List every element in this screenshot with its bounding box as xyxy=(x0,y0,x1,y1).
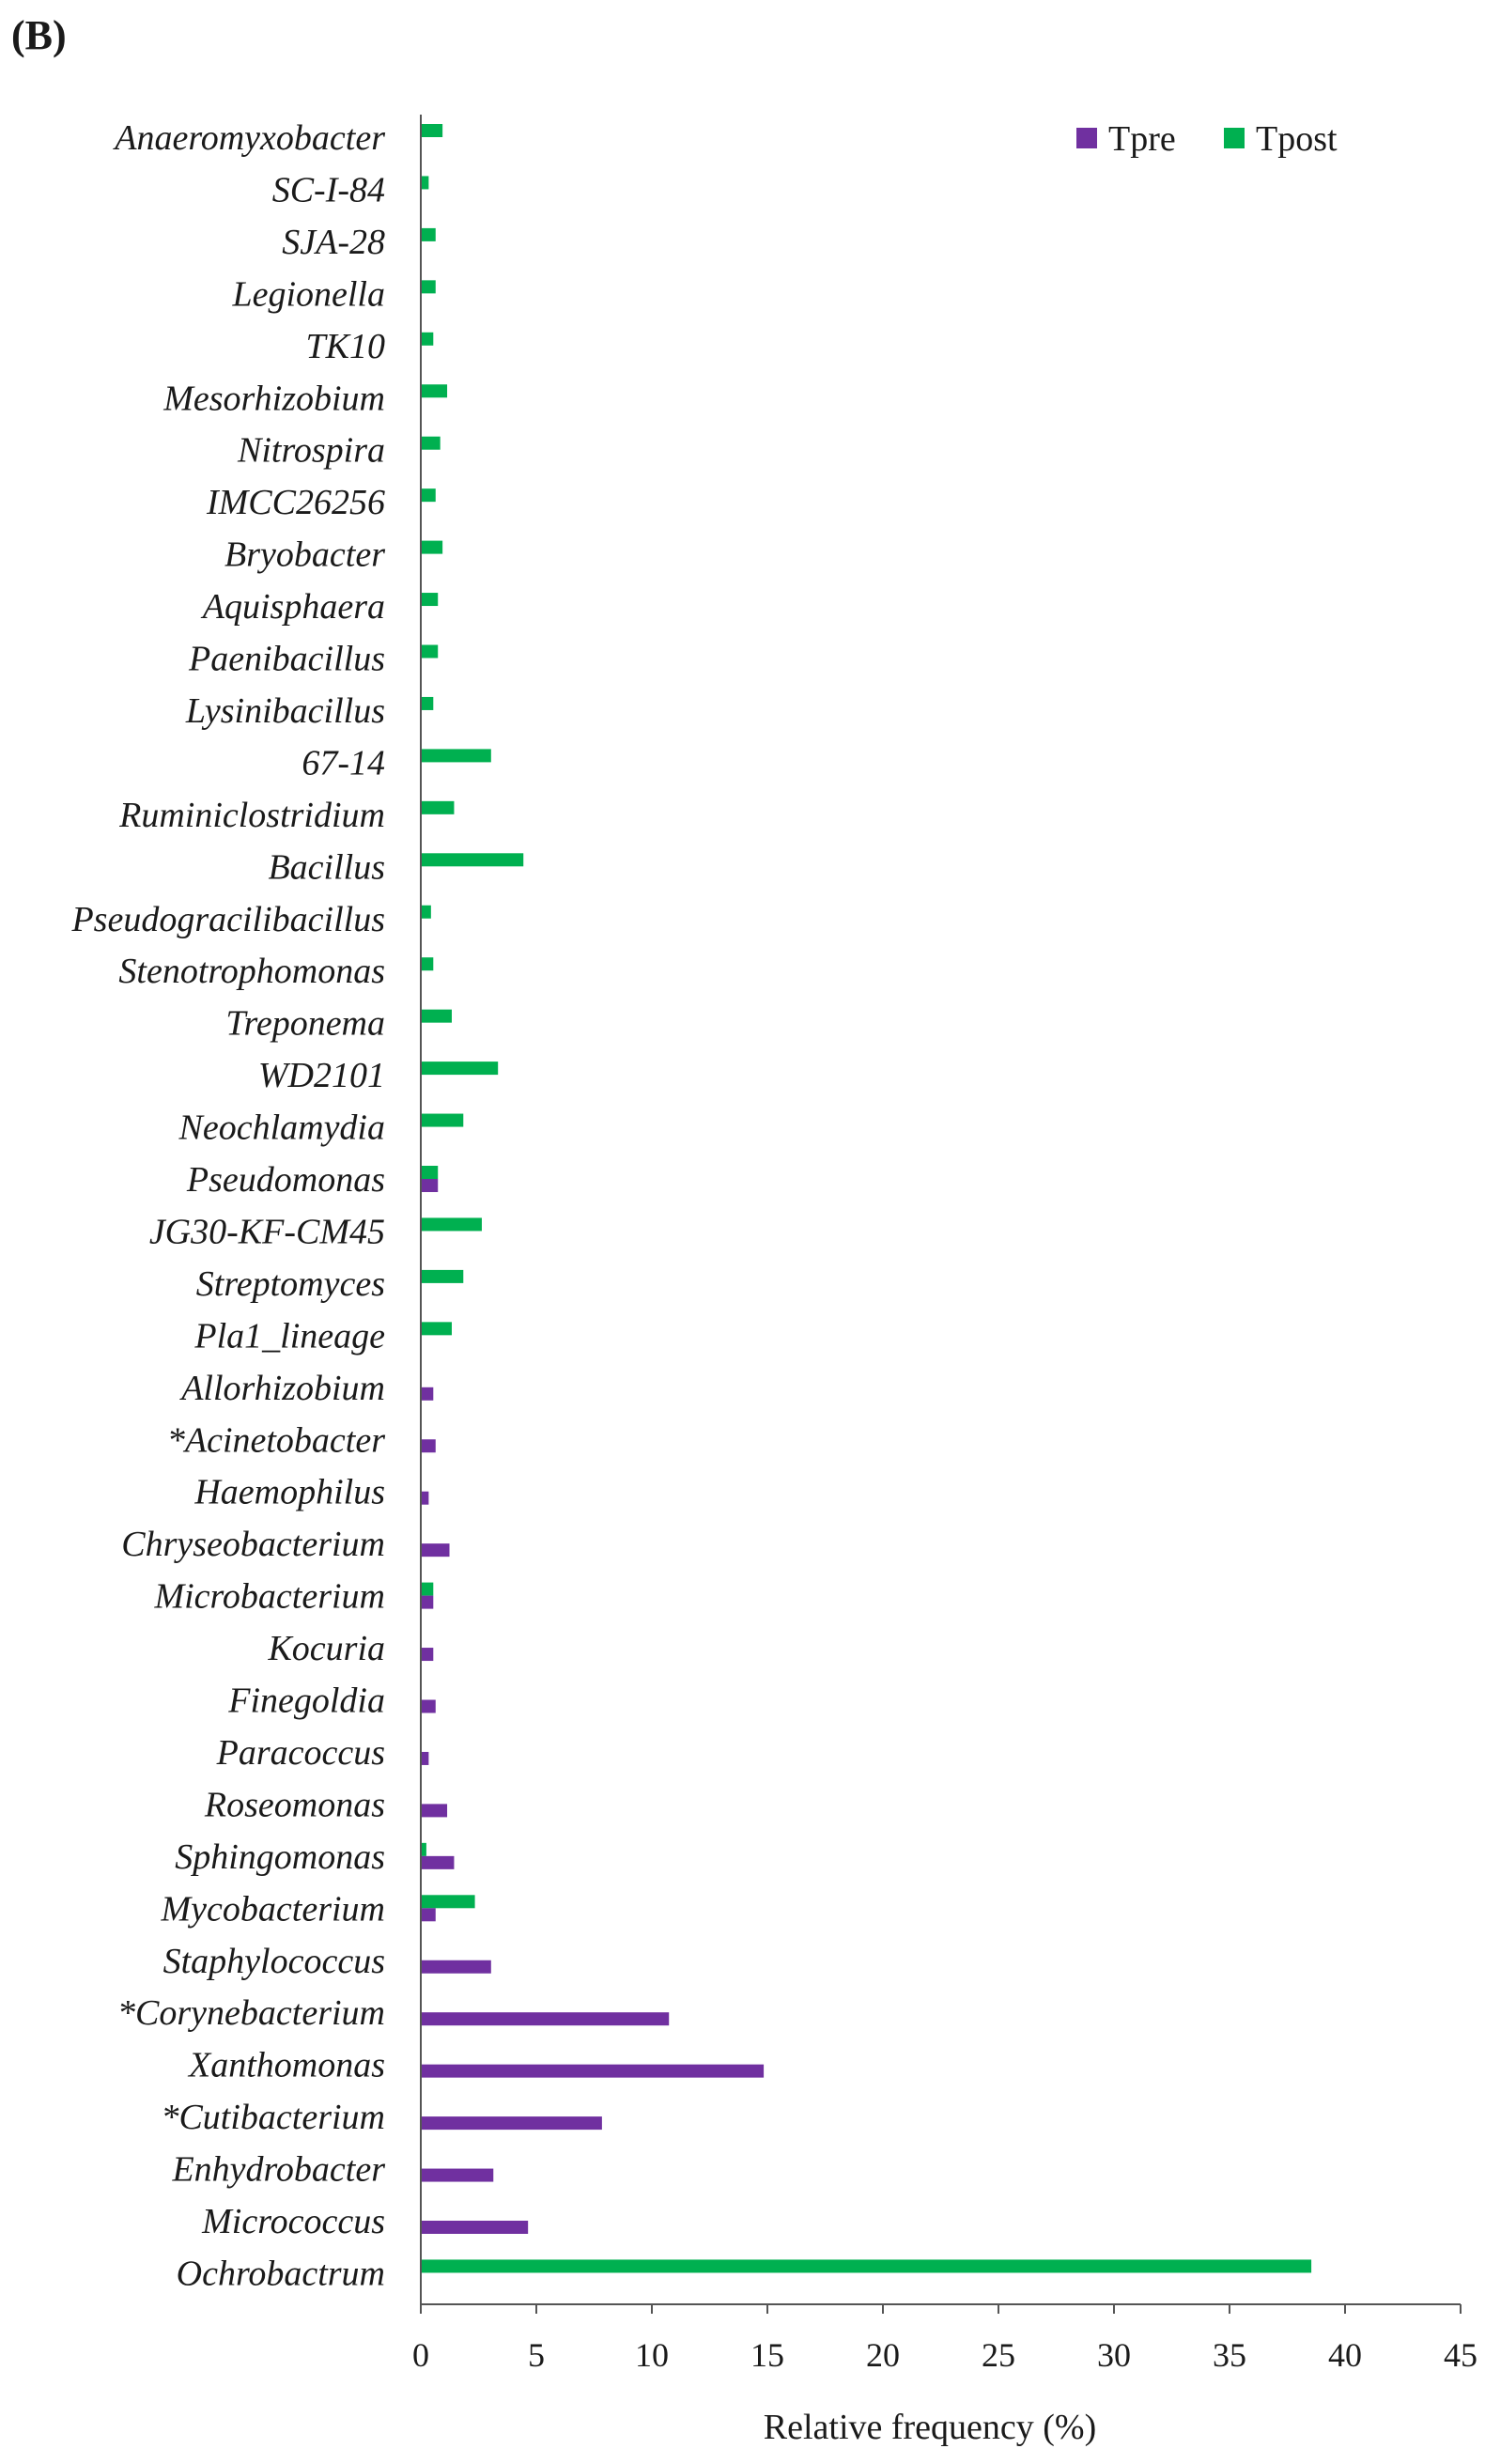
category-label-tk10: TK10 xyxy=(305,326,385,366)
x-tick-label-10: 10 xyxy=(635,2336,669,2374)
bar-tpost-aquisphaera xyxy=(422,593,438,606)
bar-tpost-imcc26256 xyxy=(422,488,436,502)
bar-tpre-microbacterium xyxy=(422,1596,433,1609)
bar-tpost-jg30-kf-cm45 xyxy=(422,1217,482,1231)
category-label-allorhizobium: Allorhizobium xyxy=(181,1368,385,1408)
bar-tpost-bacillus xyxy=(422,853,523,866)
category-label-stenotrophomonas: Stenotrophomonas xyxy=(118,952,385,992)
bars-group xyxy=(422,124,1311,2272)
category-label-finegoldia: Finegoldia xyxy=(228,1681,385,1721)
category-label-corynebacterium: *Corynebacterium xyxy=(117,1993,385,2034)
bar-tpre-cutibacterium xyxy=(422,2116,602,2130)
bar-tpost-paenibacillus xyxy=(422,645,438,659)
bar-tpost-stenotrophomonas xyxy=(422,957,433,970)
bar-tpre-acinetobacter xyxy=(422,1439,436,1452)
category-label-roseomonas: Roseomonas xyxy=(204,1785,385,1825)
x-tick-label-45: 45 xyxy=(1444,2336,1477,2374)
x-tick-label-15: 15 xyxy=(750,2336,784,2374)
bar-tpre-paracoccus xyxy=(422,1752,428,1765)
bar-tpre-finegoldia xyxy=(422,1700,436,1713)
legend-swatch-tpost xyxy=(1224,128,1245,148)
bar-tpost-neochlamydia xyxy=(422,1114,463,1127)
category-label-chryseobacterium: Chryseobacterium xyxy=(121,1525,385,1565)
category-label-jg30-kf-cm45: JG30-KF-CM45 xyxy=(148,1212,385,1252)
bar-tpre-micrococcus xyxy=(422,2221,528,2234)
panel-label: (B) xyxy=(11,12,67,58)
bar-tpost-tk10 xyxy=(422,333,433,346)
category-label-pseudogracilibacillus: Pseudogracilibacillus xyxy=(71,899,385,939)
bar-tpost-legionella xyxy=(422,280,436,293)
category-label-xanthomonas: Xanthomonas xyxy=(189,2045,385,2085)
bar-tpre-kocuria xyxy=(422,1648,433,1661)
category-label-haemophilus: Haemophilus xyxy=(194,1472,385,1512)
category-label-aquisphaera: Aquisphaera xyxy=(202,587,385,628)
x-tick-label-35: 35 xyxy=(1213,2336,1246,2374)
bar-tpost-67-14 xyxy=(422,749,491,762)
category-label-cutibacterium: *Cutibacterium xyxy=(161,2098,385,2138)
bar-tpre-pseudomonas xyxy=(422,1179,438,1192)
category-label-treponema: Treponema xyxy=(225,1003,385,1044)
bar-tpre-xanthomonas xyxy=(422,2065,764,2078)
category-label-legionella: Legionella xyxy=(232,274,385,315)
category-label-staphylococcus: Staphylococcus xyxy=(162,1941,385,1981)
bar-tpost-ochrobactrum xyxy=(422,2259,1311,2272)
category-label-microbacterium: Microbacterium xyxy=(154,1576,385,1617)
bar-tpost-sja-28 xyxy=(422,228,436,241)
bar-tpost-anaeromyxobacter xyxy=(422,124,442,137)
bar-tpost-streptomyces xyxy=(422,1270,463,1283)
category-label-sphingomonas: Sphingomonas xyxy=(175,1836,385,1877)
bar-tpre-mycobacterium xyxy=(422,1908,436,1921)
category-label-lysinibacillus: Lysinibacillus xyxy=(185,690,385,731)
bar-tpost-pseudomonas xyxy=(422,1166,438,1179)
bar-tpost-pseudogracilibacillus xyxy=(422,906,431,919)
category-label-neochlamydia: Neochlamydia xyxy=(178,1108,385,1148)
x-axis-title: Relative frequency (%) xyxy=(763,2408,1097,2447)
legend-label-tpre: Tpre xyxy=(1108,119,1176,159)
category-label-micrococcus: Micrococcus xyxy=(202,2202,385,2241)
bar-tpre-staphylococcus xyxy=(422,1960,491,1974)
bar-tpre-allorhizobium xyxy=(422,1387,433,1401)
legend-label-tpost: Tpost xyxy=(1256,119,1338,159)
bar-tpost-sphingomonas xyxy=(422,1843,426,1856)
bar-tpre-enhydrobacter xyxy=(422,2169,493,2182)
legend-swatch-tpre xyxy=(1076,128,1097,148)
category-label-ochrobactrum: Ochrobactrum xyxy=(176,2254,385,2294)
category-label-paenibacillus: Paenibacillus xyxy=(189,639,385,679)
bar-tpre-sphingomonas xyxy=(422,1856,454,1869)
bar-tpost-mycobacterium xyxy=(422,1895,475,1908)
bar-tpost-mesorhizobium xyxy=(422,384,447,397)
category-label-bacillus: Bacillus xyxy=(268,847,385,888)
category-labels-group xyxy=(70,118,385,2293)
bar-tpost-nitrospira xyxy=(422,437,441,450)
category-label-acinetobacter: *Acinetobacter xyxy=(166,1420,385,1461)
category-label-sja-28: SJA-28 xyxy=(282,222,385,262)
category-label-wd2101: WD2101 xyxy=(257,1056,385,1096)
category-label-mesorhizobium: Mesorhizobium xyxy=(163,379,385,419)
category-label-ruminiclostridium: Ruminiclostridium xyxy=(119,795,385,835)
category-label-streptomyces: Streptomyces xyxy=(195,1263,385,1304)
x-tick-label-5: 5 xyxy=(528,2336,545,2374)
category-label-anaeromyxobacter: Anaeromyxobacter xyxy=(115,118,385,158)
bar-tpost-lysinibacillus xyxy=(422,697,433,710)
category-label-kocuria: Kocuria xyxy=(268,1629,385,1669)
legend xyxy=(1076,119,1338,159)
category-label-paracoccus: Paracoccus xyxy=(216,1732,385,1773)
x-axis-ticks-group xyxy=(412,2304,1477,2374)
x-tick-label-40: 40 xyxy=(1328,2336,1362,2374)
category-label-enhydrobacter: Enhydrobacter xyxy=(172,2149,385,2190)
category-label-67-14: 67-14 xyxy=(302,743,385,783)
bar-tpre-roseomonas xyxy=(422,1804,447,1817)
bar-tpre-haemophilus xyxy=(422,1492,428,1505)
bar-tpost-pla1-lineage xyxy=(422,1322,452,1335)
bar-tpost-sc-i-84 xyxy=(422,176,428,189)
category-label-bryobacter: Bryobacter xyxy=(224,535,385,575)
bar-tpost-ruminiclostridium xyxy=(422,801,454,814)
bar-tpost-treponema xyxy=(422,1010,452,1023)
category-label-mycobacterium: Mycobacterium xyxy=(161,1889,385,1929)
category-label-nitrospira: Nitrospira xyxy=(238,430,385,471)
x-tick-label-0: 0 xyxy=(412,2336,429,2374)
bar-tpost-microbacterium xyxy=(422,1583,433,1596)
x-tick-label-20: 20 xyxy=(866,2336,900,2374)
bar-tpre-chryseobacterium xyxy=(422,1543,450,1557)
bar-tpre-corynebacterium xyxy=(422,2012,669,2025)
category-label-imcc26256: IMCC26256 xyxy=(207,483,385,523)
x-tick-label-30: 30 xyxy=(1097,2336,1131,2374)
x-tick-label-25: 25 xyxy=(982,2336,1015,2374)
category-label-pseudomonas: Pseudomonas xyxy=(186,1160,385,1200)
category-label-sc-i-84: SC-I-84 xyxy=(271,170,385,210)
category-label-pla1-lineage: Pla1_lineage xyxy=(194,1316,385,1356)
bar-tpost-wd2101 xyxy=(422,1062,498,1075)
bar-tpost-bryobacter xyxy=(422,541,442,554)
